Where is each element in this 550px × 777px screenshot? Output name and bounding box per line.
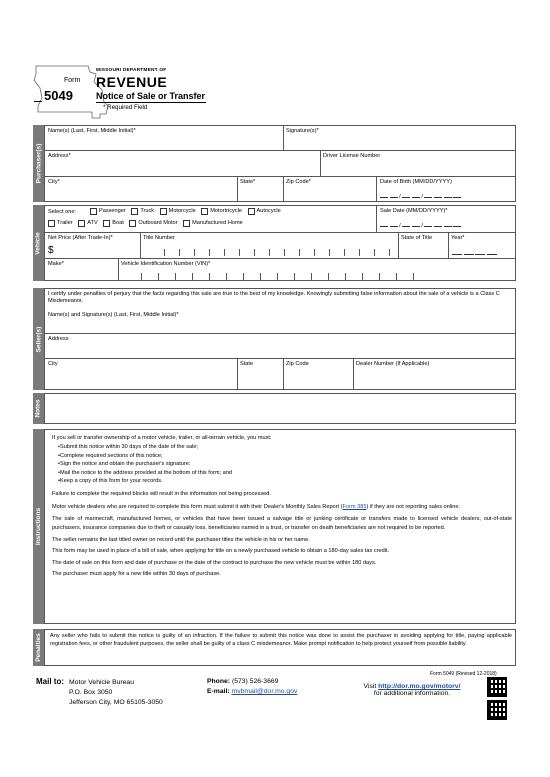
seller-city-field[interactable]: City — [48, 361, 58, 367]
agency-logo: REVENUE — [96, 74, 168, 90]
form-385-link[interactable]: Form 385 — [342, 503, 367, 510]
checkbox-motorcycle[interactable]: Motorcycle — [160, 208, 196, 215]
website-link[interactable]: http://dor.mo.gov/motorv/ — [378, 683, 461, 690]
form-label: Form — [64, 77, 81, 84]
penalties-tab: Penalties — [33, 629, 44, 666]
purchaser-state-field[interactable]: State* — [240, 179, 256, 185]
mail-to-label: Mail to: — [36, 677, 64, 686]
title-underline — [96, 102, 206, 103]
vehicle-select-one: Select one: — [48, 209, 76, 215]
email-line: E-mail: mvbmail@dor.mo.gov — [207, 688, 298, 695]
notes-field[interactable] — [44, 393, 516, 424]
date-of-birth-field[interactable]: Date of Birth (MM/DD/YYYY) — [380, 179, 452, 185]
checkbox-atv[interactable]: ATV — [78, 220, 97, 227]
vehicle-tab: Vehicle — [33, 205, 44, 281]
checkbox-manufactured-home[interactable]: Manufactured Home — [183, 220, 243, 227]
checkbox-motortricycle[interactable]: Motortricycle — [201, 208, 242, 215]
form-number: 5049 — [44, 88, 73, 103]
checkbox-boat[interactable]: Boat — [103, 220, 124, 227]
purchaser-names-field[interactable]: Name(s) (Last, First, Middle Initial)* — [48, 128, 136, 134]
purchaser-zip-field[interactable]: Zip Code* — [286, 179, 311, 185]
seller-names-field[interactable]: Name(s) and Signature(s) (Last, First, Middle Initial)* — [48, 312, 179, 318]
year-blanks — [452, 249, 497, 258]
phone-line: Phone: (573) 526-3669 — [207, 678, 279, 685]
checkbox-truck[interactable]: Truck — [131, 208, 154, 215]
mail-address: Motor Vehicle Bureau P.O. Box 3050 Jefferson City, MO 65105-3050 — [69, 679, 163, 706]
email-link[interactable]: mvbmail@dor.mo.gov — [231, 688, 298, 695]
required-note: * Required Field — [103, 104, 148, 111]
seller-zip-field[interactable]: Zip Code — [286, 361, 309, 367]
vin-field[interactable]: Vehicle Identification Number (VIN)* — [121, 261, 211, 267]
purchaser-tab: Purchaser(s) — [33, 125, 44, 202]
checkbox-autocycle[interactable]: Autocycle — [248, 208, 281, 215]
title-number-field[interactable]: Title Number — [143, 235, 175, 241]
vehicle-type-row2 — [48, 220, 247, 230]
seller-state-field[interactable]: State — [240, 361, 254, 367]
state-of-title-field[interactable]: State of Title — [401, 235, 433, 241]
sale-date-blanks: / / — [380, 221, 461, 230]
purchaser-signature-field[interactable]: Signature(s)* — [286, 128, 319, 134]
dob-blanks: / / — [380, 192, 461, 201]
revision-note: Form 5049 (Revised 12-2018) — [430, 671, 497, 677]
form-title: Notice of Sale or Transfer — [96, 91, 206, 101]
seller-address-field[interactable]: Address — [48, 336, 69, 342]
driver-license-field[interactable]: Driver License Number — [323, 153, 381, 159]
net-price-field[interactable]: Net Price (After Trade-In)* — [48, 235, 113, 241]
checkbox-trailer[interactable]: Trailer — [48, 220, 73, 227]
qr-code-icon[interactable] — [487, 677, 507, 697]
dollar-sign: $ — [48, 245, 54, 256]
qr-code-icon[interactable] — [487, 700, 507, 720]
vehicle-type-row1 — [90, 208, 285, 218]
checkbox-passenger[interactable]: Passenger — [90, 208, 126, 215]
form-number-dash — [34, 101, 42, 102]
vin-ticks — [125, 273, 425, 280]
notes-tab: Notes — [33, 393, 44, 424]
make-field[interactable]: Make* — [48, 261, 64, 267]
instructions-tab: Instructions — [33, 429, 44, 624]
visit-line: Visit http://dor.mo.gov/motorv/ for additional information. — [363, 683, 461, 697]
title-number-ticks — [150, 249, 394, 256]
seller-tab: Seller(s) — [33, 288, 44, 390]
sale-date-field[interactable]: Sale Date (MM/DD/YYYY)* — [380, 208, 448, 214]
purchaser-city-field[interactable]: City* — [48, 179, 60, 185]
penalties-text: Any seller who fails to submit this notice is guilty of an infraction. If the failure to submit this notice was done to assist the purchaser in avoiding applying for title, paying applicable registration fees, or other fraudulent purposes, the seller shall be guilty of a class C misdemeanor. Make prompt notification to help protect yourself from possible liability. — [50, 633, 512, 648]
dealer-number-field[interactable]: Dealer Number (If Applicable) — [356, 361, 430, 367]
instructions-text: If you sell or transfer ownership of a motor vehicle, trailer, or all-terrain vehicle, you must: • Submit this notice within 30 days of the date of the sale; • Complete required sections of this notice; • Sign the notice and obtain the purchaser's signature; • Mail the notice to the address provided at the bottom of this form; and • Keep a copy of this form for your records. Failure to complete the required blocks will result in the information not being processed. Motor vehicle dealers who are required to complete this form must submit it with their Dealer's Monthly Sales Report (Form 385) if they are not reporting sales online. The sale of marinecraft, manufactured homes, or vehicles that have been issued a salvage title or junking certificate or transfers made to licensed vehicle dealers, out-of-state purchasers, insurance companies due to theft or casualty loss, beneficiaries named in a trust, or transfer on death beneficiaries are not required to be reported. The seller remains the last titled owner on record until the purchaser titles the vehicle in his or her name. This form may be used in place of a bill of sale, when applying for title on a newly purchased vehicle to obtain a 180-day sales tax credit. The date of sale on this form and date of purchase or the date of the contract to purchase the new vehicle must be within 180 days. The purchaser must apply for a new title within 30 days of purchase. — [52, 434, 512, 578]
year-field[interactable]: Year* — [451, 235, 465, 241]
dept-name: MISSOURI DEPARTMENT OF — [96, 68, 167, 73]
purchaser-address-field[interactable]: Address* — [48, 153, 71, 159]
checkbox-outboard-motor[interactable]: Outboard Motor — [129, 220, 177, 227]
seller-certification: I certify under penalties of perjury that the facts regarding this sale are true to the best of my knowledge. Knowingly submitting false information about the sale of a vehicle is a Class C Misdemeanor. — [48, 291, 500, 304]
purchaser-section — [44, 125, 516, 202]
